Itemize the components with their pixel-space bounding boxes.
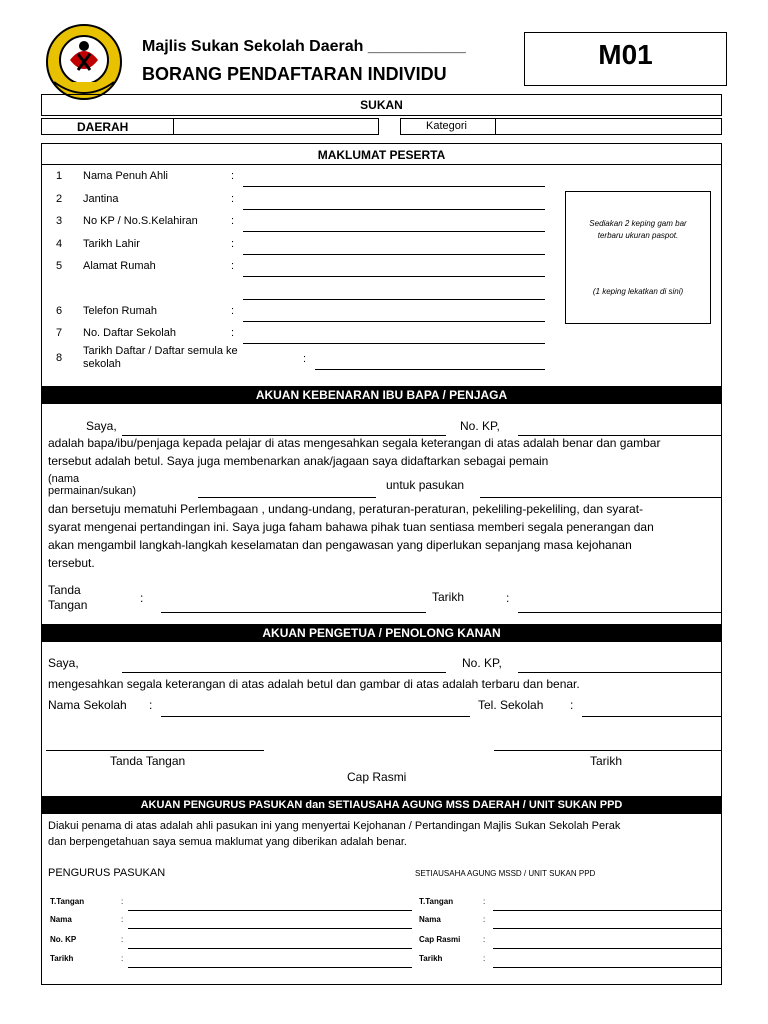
tel-sekolah-colon: : (570, 698, 574, 712)
pengurus-left-row-colon: : (121, 915, 124, 924)
setiausaha-row-colon: : (483, 935, 486, 944)
header-line1: Majlis Sukan Sekolah Daerah ___________ (142, 38, 466, 55)
setiausaha-row-colon: : (483, 915, 486, 924)
pengurus-left-row-colon: : (121, 954, 124, 963)
kategori-label: Kategori (426, 120, 467, 132)
tel-sekolah-label: Tel. Sekolah (478, 698, 544, 712)
ibubapa-saya: Saya, (86, 419, 117, 433)
setiausaha-nama-field[interactable] (493, 928, 722, 929)
pengurus-left-row-label: Tarikh (50, 954, 74, 963)
pengetua-nokp: No. KP, (462, 656, 502, 670)
ibubapa-nama-1: (nama (48, 473, 80, 485)
pengurus-ttangan-field[interactable] (128, 910, 412, 911)
pengurus-heading: AKUAN PENGURUS PASUKAN dan SETIAUSAHA AGUNG MSS DAERAH / UNIT SUKAN PPD (41, 796, 722, 814)
peserta-row-label: Tarikh Daftar / Daftar semula ke (83, 345, 238, 357)
pengurus-left-row-colon: : (121, 935, 124, 944)
sukan-box[interactable] (41, 94, 722, 116)
peserta-row-label: Alamat Rumah (83, 260, 156, 272)
logo (44, 22, 124, 102)
pengurus-left-row-label: No. KP (50, 935, 77, 944)
peserta-heading-divider (41, 164, 722, 165)
ibubapa-tanda-2: Tangan (48, 598, 88, 612)
nama-penuh-field[interactable] (243, 186, 545, 187)
telefon-field[interactable] (243, 321, 545, 322)
peserta-row-label: No. Daftar Sekolah (83, 327, 176, 339)
setiausaha-row-label: Tarikh (419, 954, 443, 963)
ibubapa-para-6: tersebut. (48, 556, 95, 570)
peserta-row-no: 6 (56, 305, 63, 317)
peserta-row-no: 8 (56, 352, 63, 364)
peserta-row-label: Telefon Rumah (83, 305, 157, 317)
pengetua-tandatangan-field[interactable] (46, 750, 264, 751)
kategori-label-box (400, 118, 496, 135)
ibubapa-para-4: syarat mengenai pertandingan ini. Saya juga faham bahawa pihak tuan sentiasa memberi segala penerangan dan (48, 520, 654, 534)
daerah-label-box (41, 118, 174, 135)
peserta-row-colon: : (231, 305, 235, 317)
ibubapa-para-5: akan mengambil langkah-langkah keselamatan dan pengawasan yang diperlukan sepanjang masa kejohanan (48, 538, 632, 552)
pasukan-field[interactable] (480, 497, 722, 498)
pengurus-para-1: Diakui penama di atas adalah ahli pasukan ini yang menyertai Kejohanan / Pertandingan Majlis Sukan Sekolah Perak (48, 820, 621, 832)
peserta-row-no: 5 (56, 260, 63, 272)
pengetua-tanda-tangan: Tanda Tangan (110, 754, 186, 768)
pengetua-para-1: mengesahkan segala keterangan di atas adalah betul dan gambar di atas adalah terbaru dan benar. (48, 677, 580, 691)
peserta-row-no: 4 (56, 238, 63, 250)
ibubapa-para-1: adalah bapa/ibu/penjaga kepada pelajar di atas mengesahkan segala keterangan di atas adalah benar dan gambar (48, 436, 661, 450)
daerah-label: DAERAH (77, 120, 129, 134)
no-kp-field[interactable] (243, 231, 545, 232)
form-title: BORANG PENDAFTARAN INDIVIDU (142, 64, 447, 84)
ibubapa-heading: AKUAN KEBENARAN IBU BAPA / PENJAGA (41, 386, 722, 404)
pengurus-left-row-label: T.Tangan (50, 897, 85, 906)
pengurus-left-row-colon: : (121, 897, 124, 906)
photo-instruction-1: Sediakan 2 keping gam bar (589, 219, 687, 228)
peserta-row-no: 1 (56, 170, 63, 182)
peserta-row-colon: : (231, 215, 235, 227)
permainan-field[interactable] (198, 497, 376, 498)
peserta-row-no: 3 (56, 215, 63, 227)
nama-sekolah-field[interactable] (161, 716, 470, 717)
setiausaha-cap-field[interactable] (493, 948, 722, 949)
pengurus-left-row-label: Nama (50, 915, 72, 924)
tel-sekolah-field[interactable] (582, 716, 722, 717)
pengurus-right-title: SETIAUSAHA AGUNG MSSD / UNIT SUKAN PPD (415, 869, 596, 878)
peserta-row-label: No KP / No.S.Kelahiran (83, 215, 198, 227)
ibubapa-para-2: tersebut adalah betul. Saya juga membenarkan anak/jagaan saya didaftarkan sebagai pemain (48, 454, 549, 468)
setiausaha-row-label: Cap Rasmi (419, 935, 461, 944)
pengurus-nama-field[interactable] (128, 928, 412, 929)
tarikh-daftar-field[interactable] (315, 369, 545, 370)
peserta-row-colon: : (303, 353, 307, 365)
alamat-field-2[interactable] (243, 299, 545, 300)
tarikh-lahir-field[interactable] (243, 254, 545, 255)
peserta-heading: MAKLUMAT PESERTA (317, 148, 446, 162)
form-code: M01 (598, 39, 653, 70)
cap-rasmi: Cap Rasmi (347, 770, 407, 784)
setiausaha-row-label: T.Tangan (419, 897, 454, 906)
peserta-row-label: Tarikh Lahir (83, 238, 140, 250)
ibubapa-colon: : (140, 591, 144, 605)
setiausaha-row-colon: : (483, 897, 486, 906)
form-code-box (524, 32, 727, 86)
pengetua-tarikh-field[interactable] (494, 750, 722, 751)
ibubapa-tanda-1: Tanda (48, 583, 81, 597)
ibubapa-tarikh-field[interactable] (518, 612, 722, 613)
peserta-row-label: Nama Penuh Ahli (83, 170, 168, 182)
peserta-row-colon: : (231, 260, 235, 272)
peserta-row-label: Jantina (83, 193, 119, 205)
pengetua-nama-field[interactable] (122, 672, 446, 673)
daerah-field[interactable] (173, 118, 379, 135)
sukan-label: SUKAN (360, 98, 403, 112)
setiausaha-ttangan-field[interactable] (493, 910, 722, 911)
nama-sekolah-colon: : (149, 698, 153, 712)
ibubapa-nama-2: permainan/sukan) (48, 485, 137, 497)
pengetua-saya: Saya, (48, 656, 79, 670)
photo-instruction-3: (1 keping lekatkan di sini) (592, 287, 684, 296)
photo-box[interactable] (565, 191, 711, 324)
setiausaha-row-colon: : (483, 954, 486, 963)
peserta-row-no: 7 (56, 327, 63, 339)
pengurus-left-title: PENGURUS PASUKAN (48, 867, 166, 879)
peserta-row-no: 2 (56, 193, 63, 205)
no-daftar-field[interactable] (243, 343, 545, 344)
ibubapa-para-3: dan bersetuju mematuhi Perlembagaan , undang-undang, peraturan-peraturan, pekeliling-pekeliling, dan syarat- (48, 502, 644, 516)
ibubapa-untuk: untuk pasukan (386, 478, 465, 492)
peserta-row-colon: : (231, 193, 235, 205)
photo-instruction-2: terbaru ukuran paspot. (597, 231, 679, 240)
alamat-field-1[interactable] (243, 276, 545, 277)
kategori-field[interactable] (495, 118, 722, 135)
peserta-row-colon: : (231, 170, 235, 182)
peserta-row-label-2: sekolah (83, 358, 121, 370)
jantina-field[interactable] (243, 209, 545, 210)
ibubapa-tarikh: Tarikh (432, 590, 465, 604)
pengetua-heading: AKUAN PENGETUA / PENOLONG KANAN (41, 624, 722, 642)
peserta-row-colon: : (231, 238, 235, 250)
nama-sekolah-label: Nama Sekolah (48, 698, 127, 712)
pengetua-nokp-field[interactable] (518, 672, 722, 673)
pengetua-tarikh: Tarikh (590, 754, 623, 768)
pengurus-tarikh-field[interactable] (128, 967, 412, 968)
setiausaha-row-label: Nama (419, 915, 441, 924)
ibubapa-tandatangan-field[interactable] (161, 612, 426, 613)
peserta-row-colon: : (231, 327, 235, 339)
pengurus-para-2: dan berpengetahuan saya semua maklumat yang diberikan adalah benar. (48, 836, 407, 848)
setiausaha-tarikh-field[interactable] (493, 967, 722, 968)
ibubapa-nokp: No. KP, (460, 419, 500, 433)
ibubapa-colon: : (506, 591, 510, 605)
pengurus-nokp-field[interactable] (128, 948, 412, 949)
